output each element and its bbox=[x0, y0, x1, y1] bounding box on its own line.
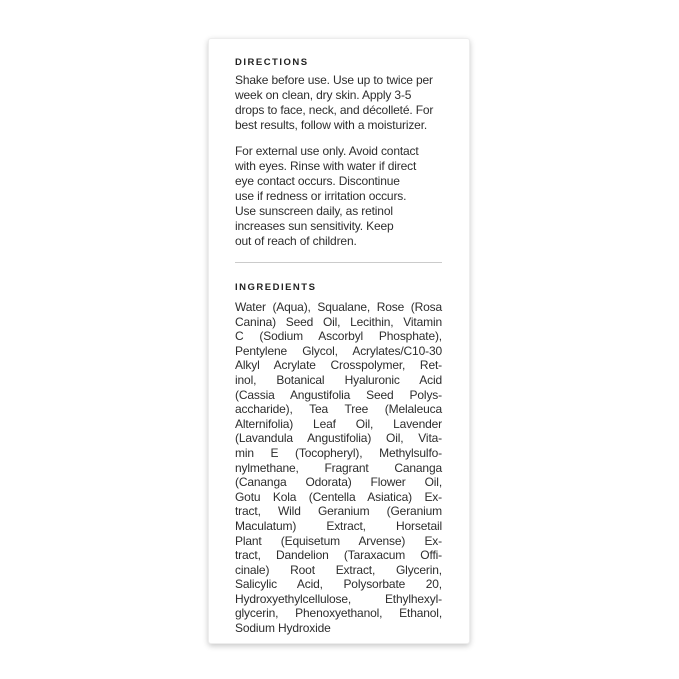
ingredients-section bbox=[235, 282, 442, 636]
label-panel bbox=[208, 38, 470, 644]
text-line: accharide), Tea Tree (Melaleuca bbox=[235, 402, 442, 417]
directions-paragraph-warnings bbox=[235, 144, 442, 249]
text-line: nylmethane, Fragrant Cananga bbox=[235, 460, 442, 475]
text-line: Pentylene Glycol, Acrylates/C10-30 bbox=[235, 343, 442, 358]
text-line: Hydroxyethylcellulose, Ethylhexyl- bbox=[235, 591, 442, 606]
text-line: cinale) Root Extract, Glycerin, bbox=[235, 562, 442, 577]
text-line: Use sunscreen daily, as retinol bbox=[235, 204, 393, 218]
text-line: Plant (Equisetum Arvense) Ex- bbox=[235, 533, 442, 548]
text-line: Shake before use. Use up to twice per bbox=[235, 73, 433, 87]
text-line: Water (Aqua), Squalane, Rose (Rosa bbox=[235, 300, 442, 314]
text-line: Sodium Hydroxide bbox=[235, 621, 331, 636]
ingredients-text bbox=[235, 300, 442, 636]
text-line: with eyes. Rinse with water if direct bbox=[235, 159, 417, 173]
text-line: Salicylic Acid, Polysorbate 20, bbox=[235, 577, 442, 592]
text-line: Alternifolia) Leaf Oil, Lavender bbox=[235, 416, 442, 431]
text-line: inol, Botanical Hyaluronic Acid bbox=[235, 372, 442, 387]
text-line: Gotu Kola (Centella Asiatica) Ex- bbox=[235, 489, 442, 504]
text-line: tract, Dandelion (Taraxacum Offi- bbox=[235, 548, 442, 563]
text-line: increases sun sensitivity. Keep bbox=[235, 219, 394, 233]
text-line: use if redness or irritation occurs. bbox=[235, 189, 407, 203]
text-line: (Lavandula Angustifolia) Oil, Vita- bbox=[235, 431, 442, 446]
directions-section bbox=[235, 57, 442, 249]
text-line: out of reach of children. bbox=[235, 234, 357, 248]
text-line: week on clean, dry skin. Apply 3-5 bbox=[235, 88, 412, 102]
ingredients-heading: INGREDIENTS bbox=[235, 282, 317, 293]
text-line: Canina) Seed Oil, Lecithin, Vitamin bbox=[235, 314, 442, 329]
text-line: eye contact occurs. Discontinue bbox=[235, 174, 400, 188]
directions-paragraph-usage bbox=[235, 73, 442, 133]
text-line: (Cananga Odorata) Flower Oil, bbox=[235, 475, 442, 490]
text-line: (Cassia Angustifolia Seed Polys- bbox=[235, 387, 442, 402]
text-line: min E (Tocopheryl), Methylsulfo- bbox=[235, 445, 442, 460]
text-line: For external use only. Avoid contact bbox=[235, 144, 419, 158]
text-line: Alkyl Acrylate Crosspolymer, Ret- bbox=[235, 358, 442, 373]
text-line: C (Sodium Ascorbyl Phosphate), bbox=[235, 329, 442, 344]
text-line: glycerin, Phenoxyethanol, Ethanol, bbox=[235, 606, 442, 621]
text-line: drops to face, neck, and décolleté. For bbox=[235, 103, 434, 117]
directions-heading: DIRECTIONS bbox=[235, 57, 309, 68]
text-line: tract, Wild Geranium (Geranium bbox=[235, 504, 442, 519]
text-line: best results, follow with a moisturizer. bbox=[235, 118, 428, 132]
text-line: Maculatum) Extract, Horsetail bbox=[235, 518, 442, 533]
section-divider bbox=[235, 262, 442, 263]
